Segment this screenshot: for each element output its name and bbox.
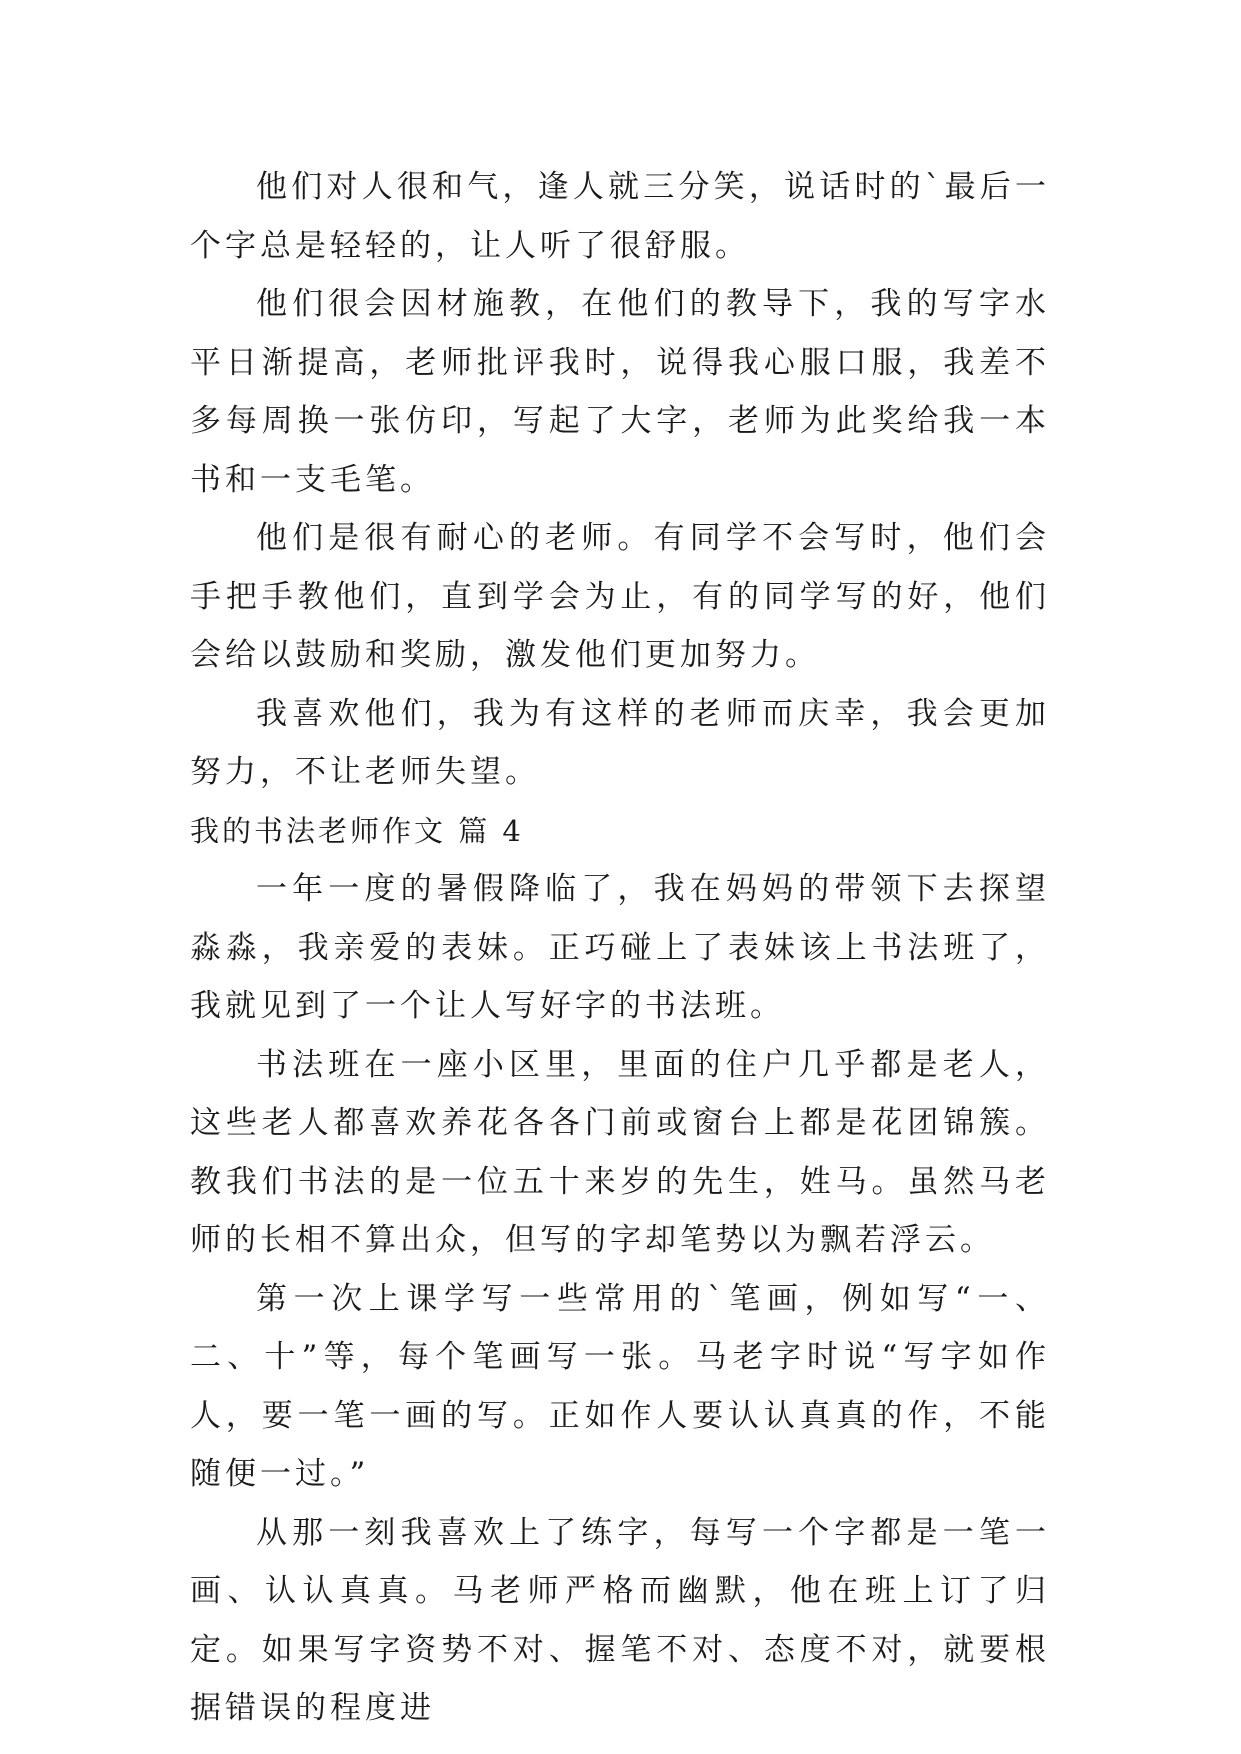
paragraph-3: 他们是很有耐心的老师。有同学不会写时，他们会手把手教他们，直到学会为止，有的同学写的好，他们会给以鼓励和奖励，激发他们更加努力。: [190, 520, 1050, 673]
paragraph-7: 第一次上课学写一些常用的`笔画，例如写“一、二、十”等，每个笔画写一张。马老字时说“写字如作人，要一笔一画的写。正如作人要认认真真的作，不能随便一过。”: [190, 1280, 1050, 1492]
paragraph-2: 他们很会因材施教，在他们的教导下，我的写字水平日渐提高，老师批评我时，说得我心服口服，我差不多每周换一张仿印，写起了大字，老师为此奖给我一本书和一支毛笔。: [190, 286, 1050, 498]
section-heading: 我的书法老师作文 篇 4: [190, 813, 524, 848]
paragraph-6: 书法班在一座小区里，里面的住户几乎都是老人，这些老人都喜欢养花各各门前或窗台上都是花团锦簇。教我们书法的是一位五十来岁的先生，姓马。虽然马老师的长相不算出众，但写的字却笔势以为飘若浮云。: [190, 1046, 1050, 1258]
paragraph-8: 从那一刻我喜欢上了练字，每写一个字都是一笔一画、认认真真。马老师严格而幽默，他在班上订了归定。如果写字资势不对、握笔不对、态度不对，就要根据错误的程度进: [190, 1514, 1050, 1726]
paragraph-4: 我喜欢他们，我为有这样的老师而庆幸，我会更加努力，不让老师失望。: [190, 695, 1050, 790]
paragraph-5: 一年一度的暑假降临了，我在妈妈的带领下去探望淼淼，我亲爱的表妹。正巧碰上了表妹该上书法班了，我就见到了一个让人写好字的书法班。: [190, 871, 1050, 1024]
document-body: [190, 158, 1050, 1738]
paragraph-1: 他们对人很和气，逢人就三分笑，说话时的`最后一个字总是轻轻的，让人听了很舒服。: [190, 169, 1050, 264]
